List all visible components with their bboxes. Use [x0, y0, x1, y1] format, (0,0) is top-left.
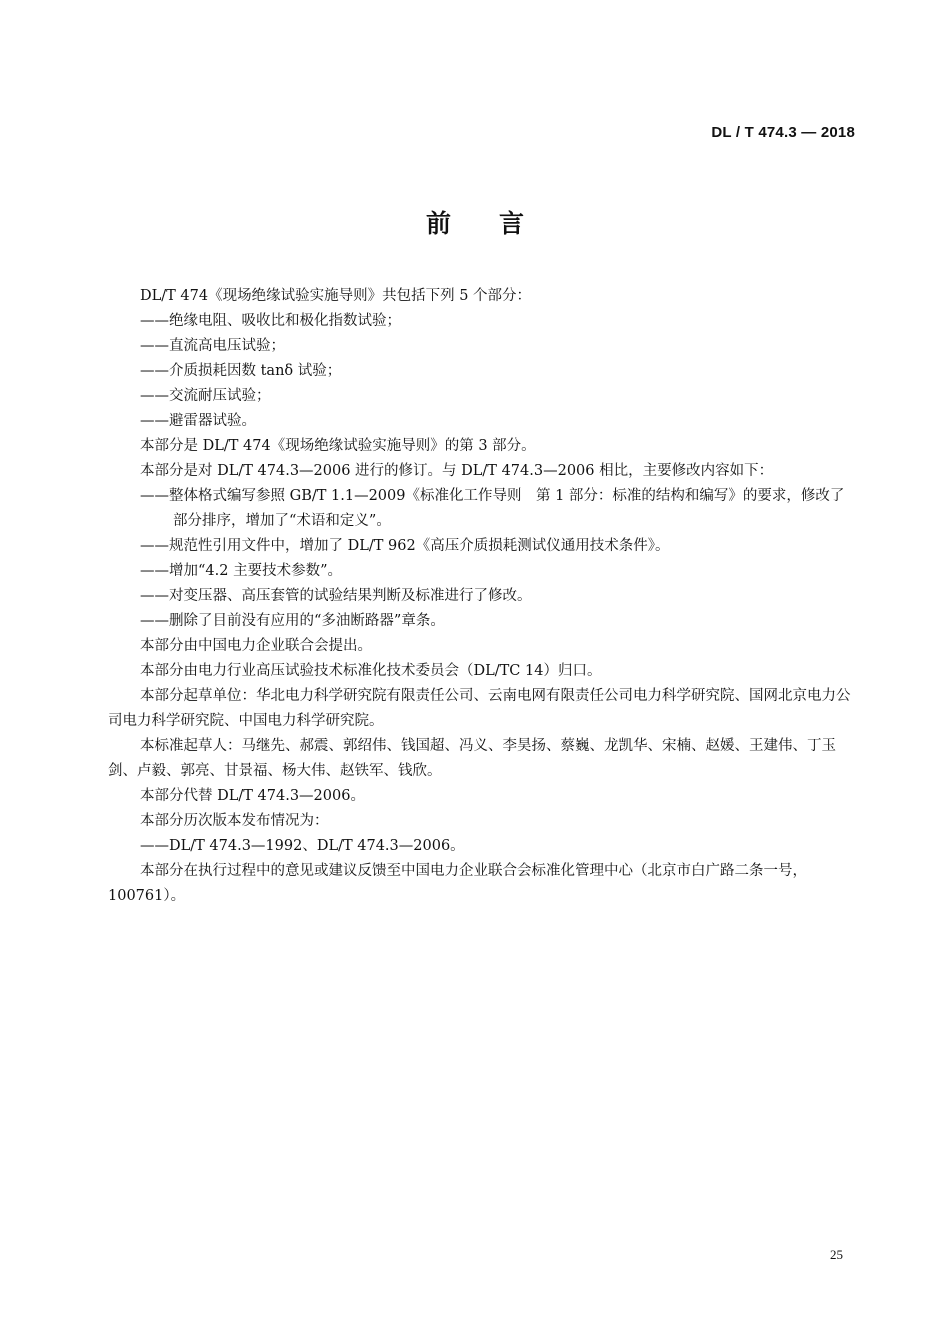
paragraph: 本部分是 DL/T 474《现场绝缘试验实施导则》的第 3 部分。 — [140, 438, 536, 454]
dash-list-item: ——对变压器、高压套管的试验结果判断及标准进行了修改。 — [140, 588, 532, 604]
paragraph: 本部分是对 DL/T 474.3—2006 进行的修订。与 DL/T 474.3—2006 相比，主要修改内容如下： — [140, 463, 774, 479]
page-number: 25 — [830, 1247, 843, 1262]
paragraph: 本部分在执行过程中的意见或建议反馈至中国电力企业联合会标准化管理中心（北京市白广路二条一号，100761）。 — [108, 863, 807, 904]
paragraph: 本部分起草单位：华北电力科学研究院有限责任公司、云南电网有限责任公司电力科学研究院、国网北京电力公司电力科学研究院、中国电力科学研究院。 — [108, 688, 851, 729]
dash-list-item: ——绝缘电阻、吸收比和极化指数试验； — [140, 313, 401, 329]
dash-list-item: ——直流高电压试验； — [140, 338, 285, 354]
dash-list-item: ——整体格式编写参照 GB/T 1.1—2009《标准化工作导则 第 1 部分：标准的结构和编写》的要求，修改了部分排序，增加了“术语和定义”。 — [140, 488, 845, 529]
page-title: 前言 — [425, 209, 572, 238]
paragraph: 本标准起草人：马继先、郝震、郭绍伟、钱国超、冯义、李昊扬、蔡巍、龙凯华、宋楠、赵媛、王建伟、丁玉剑、卢毅、郭亮、甘景福、杨大伟、赵铁军、钱欣。 — [108, 738, 836, 779]
dash-list-item: ——删除了目前没有应用的“多油断路器”章条。 — [140, 613, 445, 629]
dash-list-item: ——避雷器试验。 — [140, 413, 256, 429]
paragraph: 本部分历次版本发布情况为： — [140, 813, 329, 829]
paragraph: 本部分由电力行业高压试验技术标准化技术委员会（DL/TC 14）归口。 — [140, 663, 602, 679]
dash-list-item: ——规范性引用文件中，增加了 DL/T 962《高压介质损耗测试仪通用技术条件》。 — [140, 538, 670, 554]
paragraph: 本部分代替 DL/T 474.3—2006。 — [140, 788, 365, 804]
paragraph: DL/T 474《现场绝缘试验实施导则》共包括下列 5 个部分： — [140, 288, 532, 304]
dash-list-item: ——增加“4.2 主要技术参数”。 — [140, 563, 342, 579]
paragraph: 本部分由中国电力企业联合会提出。 — [140, 638, 372, 654]
standard-code: DL / T 474.3 — 2018 — [711, 124, 855, 141]
foreword-body — [108, 284, 858, 909]
dash-list-item: ——交流耐压试验； — [140, 388, 271, 404]
dash-list-item: ——介质损耗因数 tanδ 试验； — [140, 363, 342, 379]
dash-list-item: ——DL/T 474.3—1992、DL/T 474.3—2006。 — [140, 838, 465, 854]
